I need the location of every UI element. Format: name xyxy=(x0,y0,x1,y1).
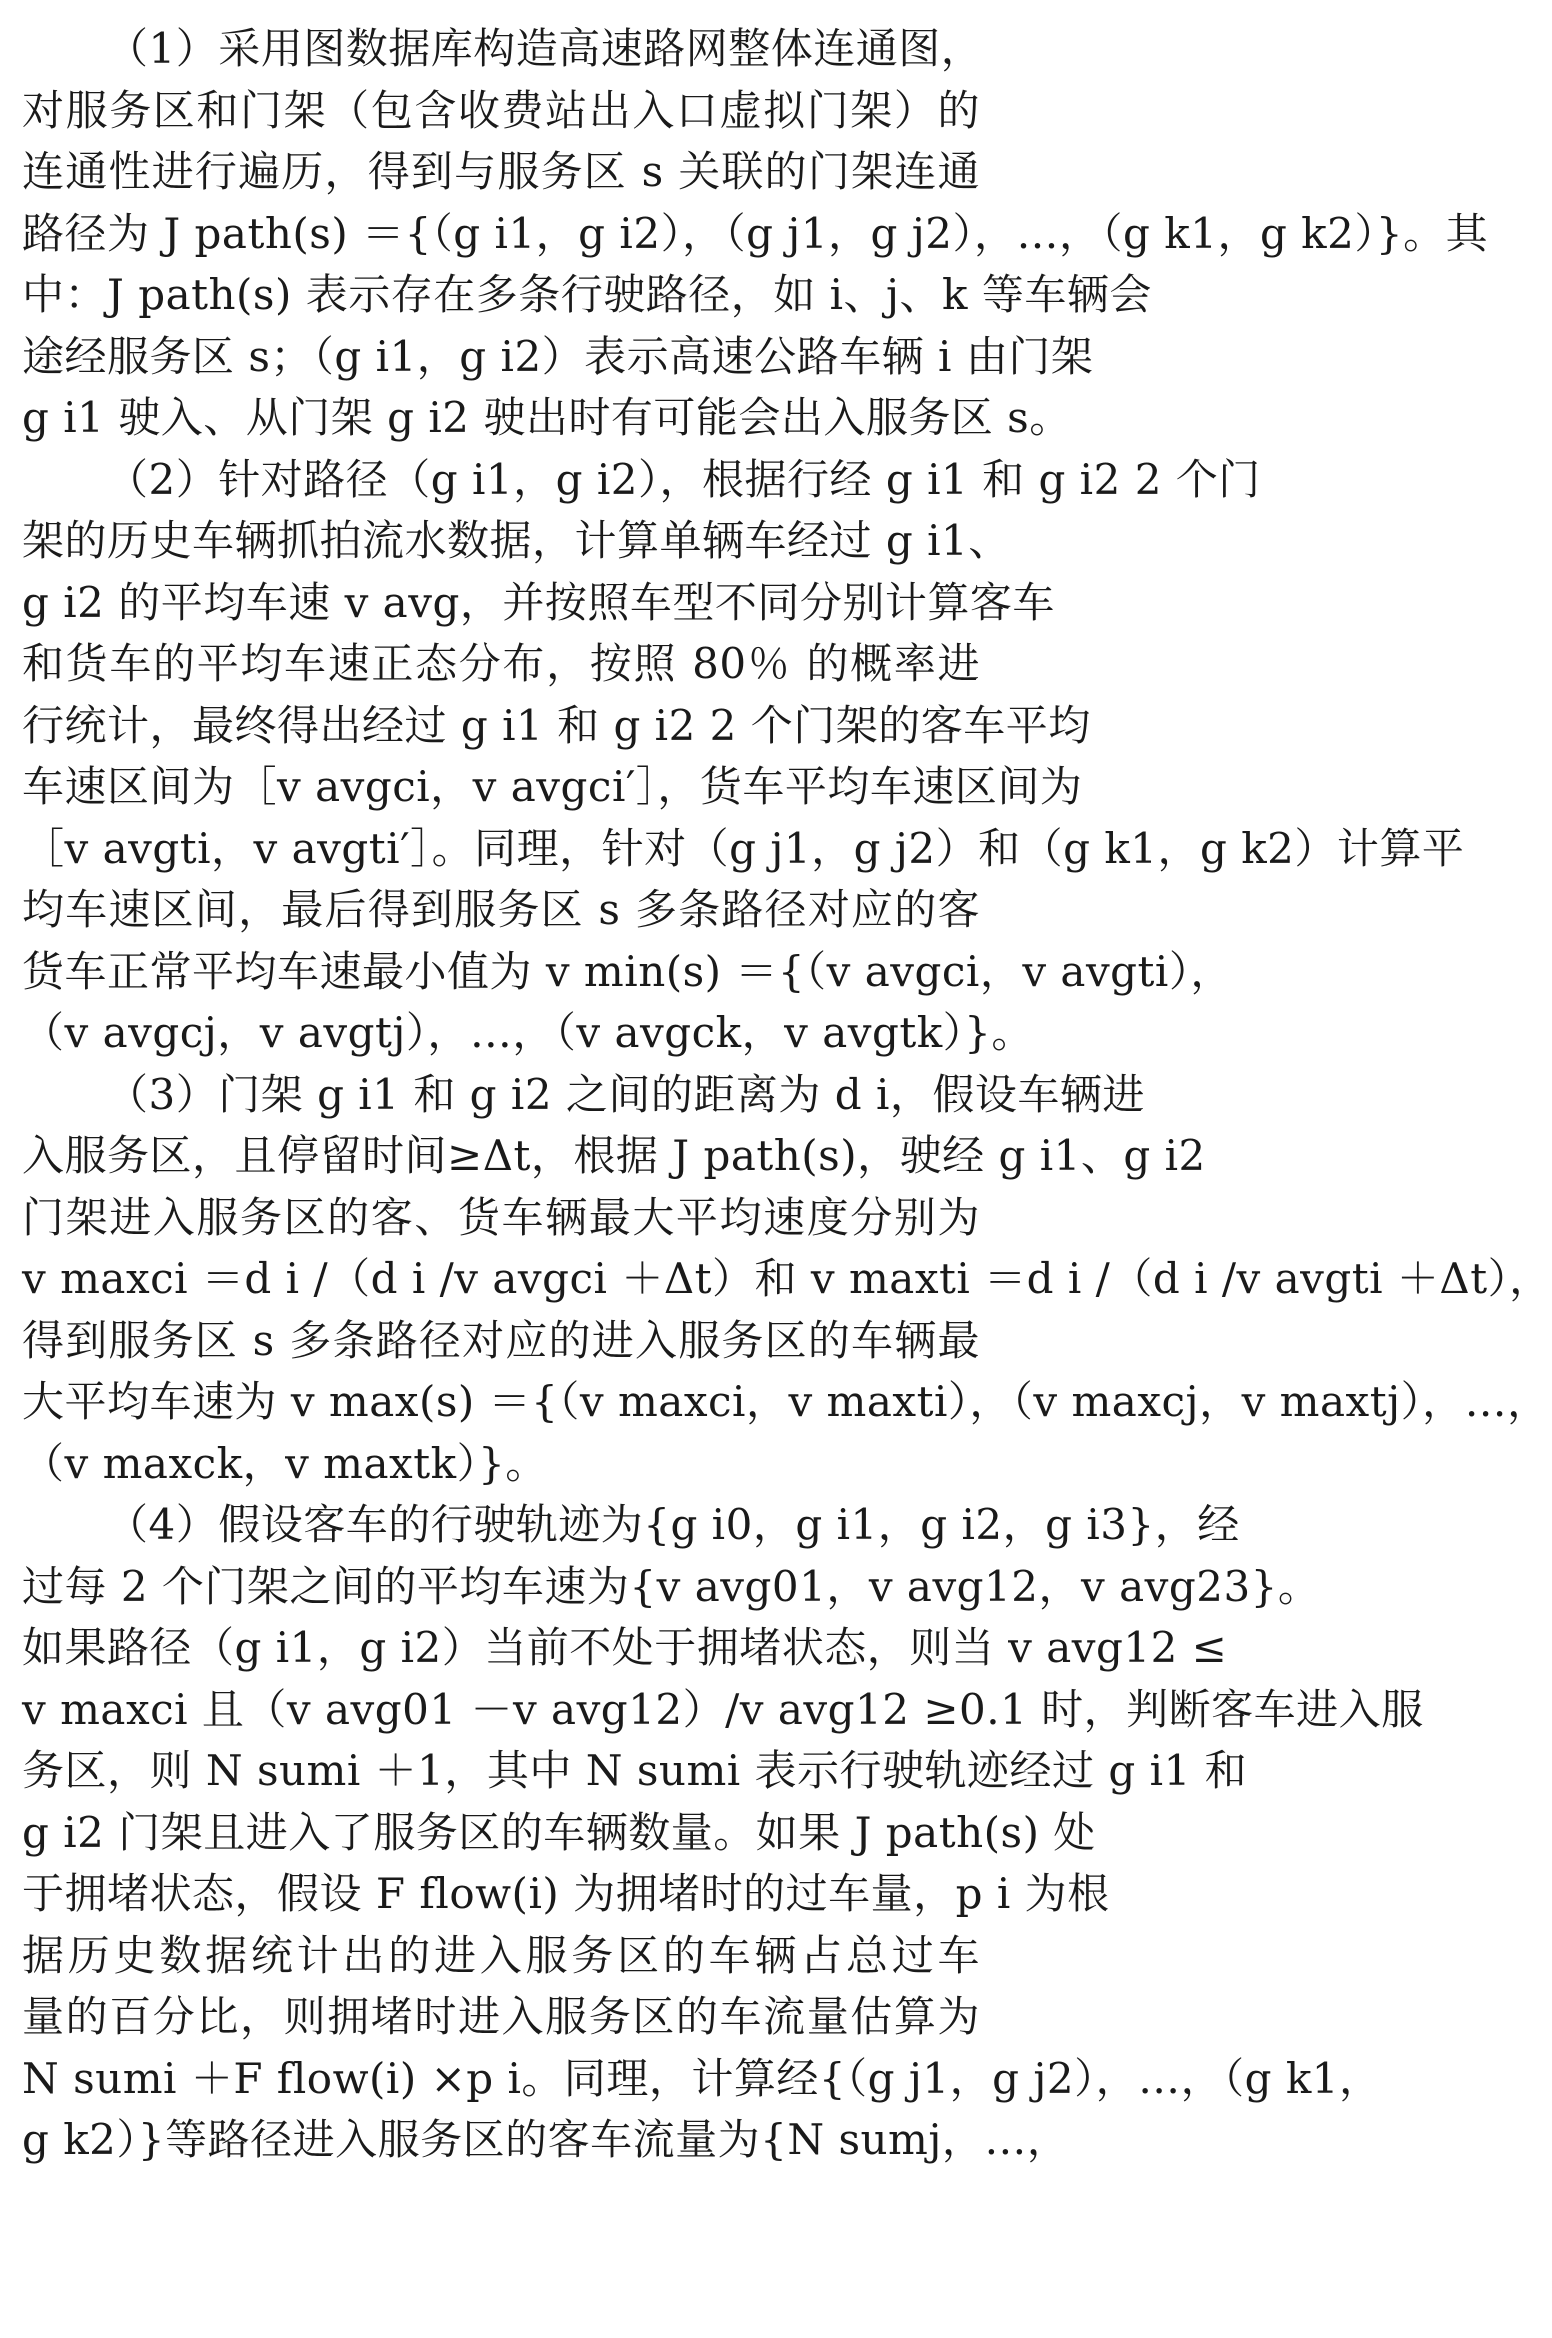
text-line: 如果路径（g i1，g i2）当前不处于拥堵状态，则当 v avg12 ≤ xyxy=(22,1623,1228,1672)
text-line: 连通性进行遍历，得到与服务区 s 关联的门架连通 xyxy=(22,147,980,196)
text-line: g i2 门架且进入了服务区的车辆数量。如果 J path(s) 处 xyxy=(22,1807,1096,1857)
text-line: 于拥堵状态，假设 F flow(i) 为拥堵时的过车量，p i 为根 xyxy=(22,1869,1110,1918)
text-line: 过每 2 个门架之间的平均车速为{v avg01，v avg12，v avg23}。 xyxy=(22,1561,1321,1611)
text-line: g k2）}等路径进入服务区的客车流量为{N sumj，…， xyxy=(22,2115,1070,2164)
text-line: g i1 驶入、从门架 g i2 驶出时有可能会出入服务区 s。 xyxy=(22,393,1072,442)
text-line: （1）采用图数据库构造高速路网整体连通图， xyxy=(106,24,984,73)
text-line: 据历史数据统计出的进入服务区的车辆占总过车 xyxy=(22,1930,980,1980)
text-line: （4）假设客车的行驶轨迹为{g i0，g i1，g i2，g i3}，经 xyxy=(106,1500,1240,1549)
text-line: 门架进入服务区的客、货车辆最大平均速度分别为 xyxy=(22,1192,980,1242)
text-line: 途经服务区 s；（g i1，g i2）表示高速公路车辆 i 由门架 xyxy=(22,331,1094,381)
text-line: （v maxck，v maxtk）}。 xyxy=(22,1438,548,1488)
paragraph-1 xyxy=(22,18,1489,449)
text-line: （v avgcj，v avgtj），…，（v avgck，v avgtk）}。 xyxy=(22,1008,1034,1057)
text-line: 车速区间为［v avgci，v avgci′］，货车平均车速区间为 xyxy=(22,762,1083,811)
text-line: 务区，则 N sumi ＋1，其中 N sumi 表示行驶轨迹经过 g i1 和 xyxy=(22,1746,1248,1795)
text-line: 入服务区，且停留时间≥Δt，根据 J path(s)，驶经 g i1、g i2 xyxy=(22,1131,1206,1180)
text-line: 中：J path(s) 表示存在多条行驶路径，如 i、j、k 等车辆会 xyxy=(22,270,1152,319)
text-line: 大平均车速为 v max(s) ＝{（v maxci，v maxti），（v maxcj，v maxtj），…， xyxy=(22,1377,1550,1426)
text-line: 路径为 J path(s) ＝{（g i1，g i2），（g j1，g j2），…，（g k1，g k2）}。其 xyxy=(22,208,1489,258)
text-line: （3）门架 g i1 和 g i2 之间的距离为 d i，假设车辆进 xyxy=(106,1069,1145,1119)
paragraph-3 xyxy=(22,1064,1552,1495)
text-line: ［v avgti，v avgti′］。同理，针对（g j1，g j2）和（g k1，g k2）计算平 xyxy=(22,823,1465,873)
text-line: N sumi ＋F flow(i) ×p i。同理，计算经{（g j1，g j2），…，（g k1， xyxy=(22,2053,1382,2103)
text-line: 均车速区间，最后得到服务区 s 多条路径对应的客 xyxy=(22,885,980,934)
paragraph-2 xyxy=(22,449,1465,1064)
text-line: 对服务区和门架（包含收费站出入口虚拟门架）的 xyxy=(22,85,980,135)
text-line: 行统计，最终得出经过 g i1 和 g i2 2 个门架的客车平均 xyxy=(22,700,1091,750)
text-line: 量的百分比，则拥堵时进入服务区的车流量估算为 xyxy=(22,1992,980,2041)
text-line: （2）针对路径（g i1，g i2），根据行经 g i1 和 g i2 2 个门 xyxy=(106,454,1261,504)
text-line: 货车正常平均车速最小值为 v min(s) ＝{（v avgci，v avgti）， xyxy=(22,946,1233,996)
paragraph-4 xyxy=(22,1494,1424,2171)
text-line: g i2 的平均车速 v avg，并按照车型不同分别计算客车 xyxy=(22,577,1055,627)
text-line: 架的历史车辆抓拍流水数据，计算单辆车经过 g i1、 xyxy=(22,516,1011,565)
text-line: v maxci 且（v avg01 －v avg12）/v avg12 ≥0.1 时，判断客车进入服 xyxy=(22,1684,1424,1734)
text-line: 和货车的平均车速正态分布，按照 80％ 的概率进 xyxy=(22,639,980,688)
text-line: 得到服务区 s 多条路径对应的进入服务区的车辆最 xyxy=(22,1315,980,1365)
text-line: v maxci ＝d i /（d i /v avgci ＋Δt）和 v maxti ＝d i /（d i /v avgti ＋Δt）， xyxy=(22,1254,1552,1303)
